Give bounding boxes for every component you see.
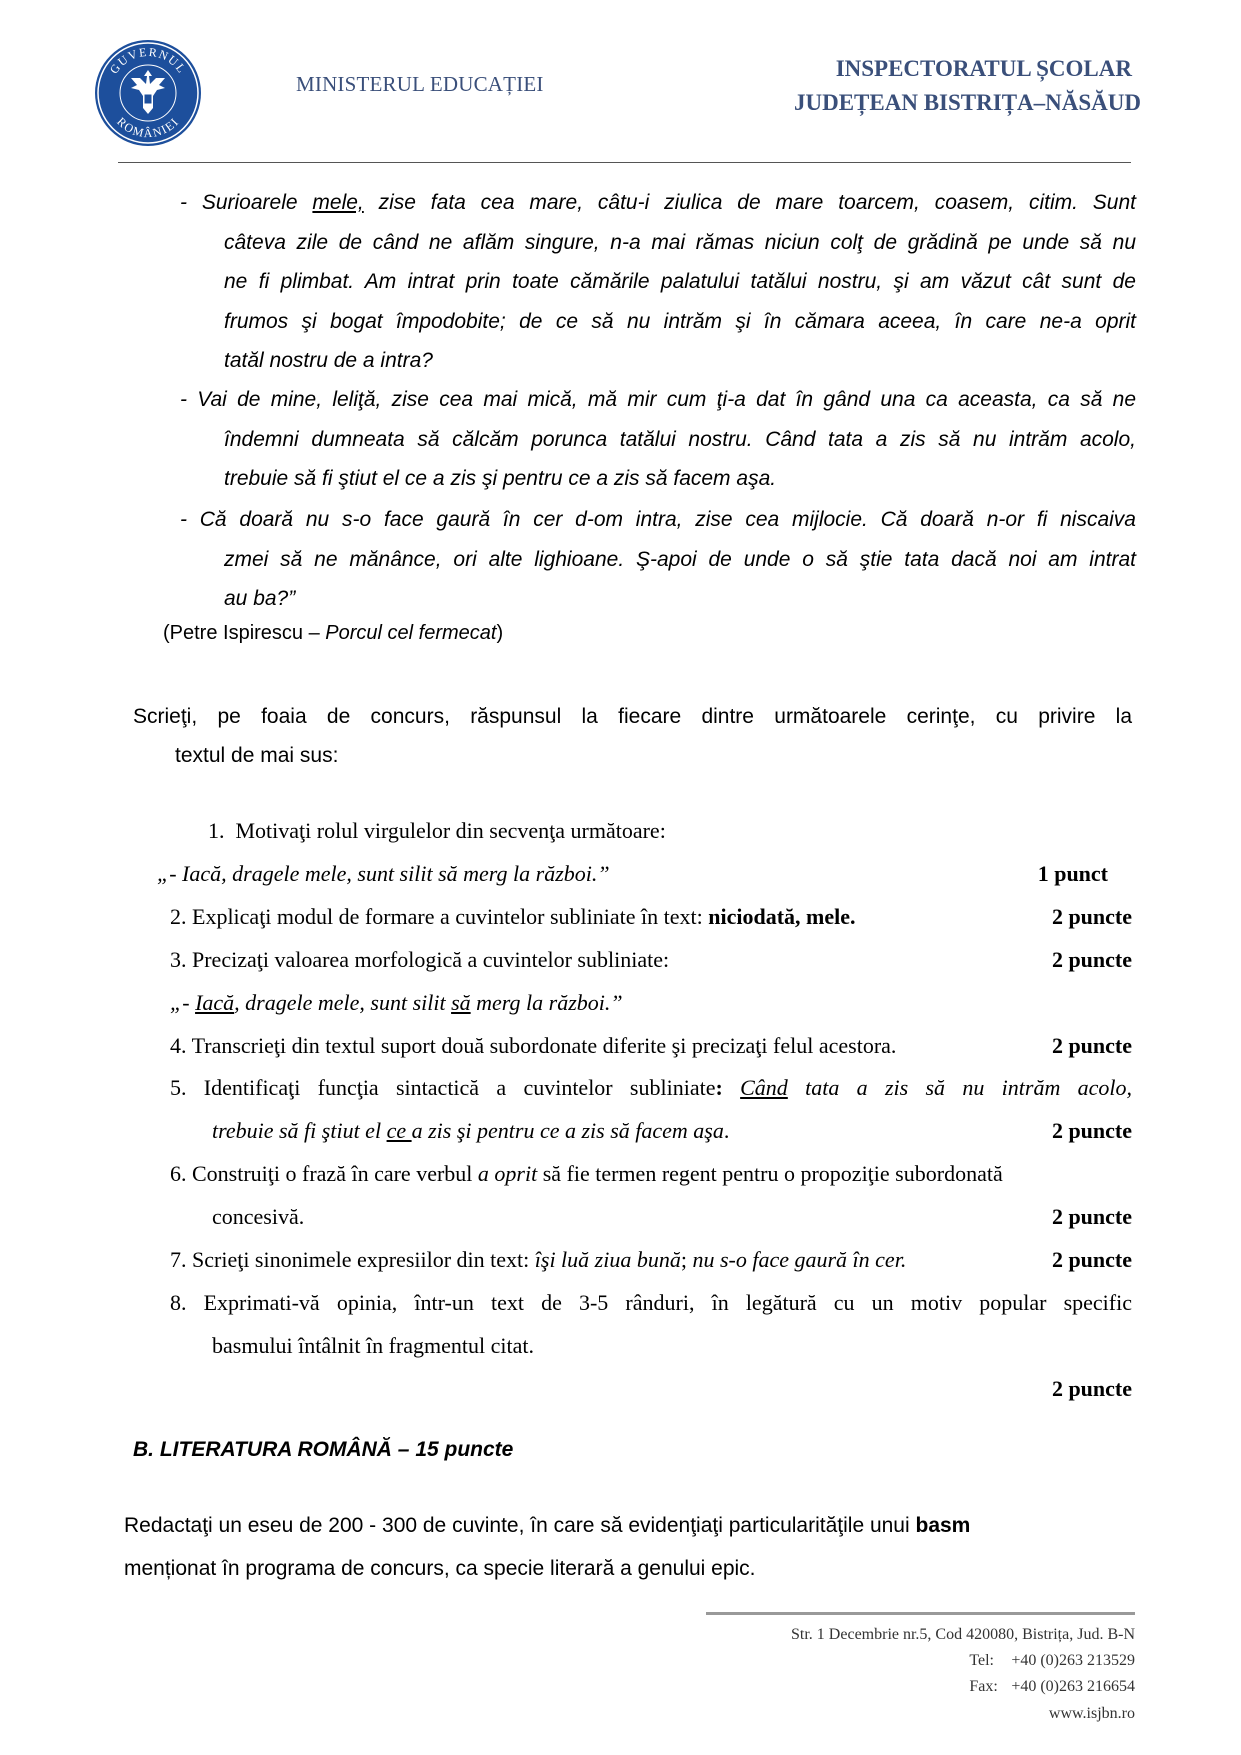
dialogue-line: trebuie să fi ştiut el ce a zis şi pentru ce a zis să facem aşa.	[224, 467, 777, 490]
svg-text:ROMÂNIEI: ROMÂNIEI	[114, 114, 182, 141]
footer-fax: Fax: +40 (0)263 216654	[969, 1678, 1135, 1695]
dialogue-line: zmei să ne mănânce, ori alte lighioane. Ş-apoi de unde o să ştie tata dacă noi am intrat	[224, 547, 1136, 571]
exercise-7: 7. Scrieţi sinonimele expresiilor din text: îşi luă ziua bună; nu s-o face gaură în cer.	[170, 1247, 907, 1272]
citation: (Petre Ispirescu – Porcul cel fermecat)	[163, 622, 504, 644]
government-logo	[93, 38, 203, 148]
dialogue-line: - Că doară nu s-o face gaură în cer d-om intra, zise cea mijlocie. Că doară n-or fi niscaiva	[180, 508, 1136, 531]
underlined-word: mele,	[312, 191, 364, 214]
essay-instruction-line2: menționat în programa de concurs, ca specie literară a genului epic.	[124, 1557, 756, 1580]
points-6: 2 puncte	[1051, 1204, 1132, 1229]
points-7: 2 puncte	[1051, 1247, 1132, 1272]
dialogue-line: au ba?”	[224, 587, 296, 610]
points-4: 2 puncte	[1051, 1033, 1132, 1058]
points-1: 1 punct	[1037, 861, 1108, 886]
dialogue-line: câteva zile de când ne aflăm singure, n-a mai rămas niciun colţ de grădină pe unde să nu	[224, 230, 1136, 254]
footer-phone: Tel: +40 (0)263 213529	[969, 1652, 1135, 1669]
points-3: 2 puncte	[1051, 947, 1132, 972]
footer-divider	[706, 1612, 1135, 1615]
exercise-3: 3. Precizaţi valoarea morfologică a cuvintelor subliniate:	[170, 947, 670, 972]
footer-address: Str. 1 Decembrie nr.5, Cod 420080, Bistrița, Jud. B-N	[791, 1626, 1135, 1643]
instructions-line: textul de mai sus:	[175, 744, 339, 767]
points-5: 2 puncte	[1051, 1118, 1132, 1143]
dialogue-paragraph-1	[180, 183, 1136, 381]
dialogue-line: - Surioarele mele, zise fata cea mare, câtu-i ziulica de mare toarcem, coasem, citim. Sunt	[180, 191, 1136, 214]
exercise-5-line2: trebuie să fi ştiut el ce a zis şi pentru ce a zis să facem aşa.	[212, 1118, 730, 1143]
exercise-5: 5. Identificaţi funcţia sintactică a cuvintelor subliniate: Când tata a zis să nu intrăm acolo,	[170, 1075, 1133, 1100]
points-8: 2 puncte	[1051, 1376, 1132, 1401]
dialogue-paragraph-3	[180, 500, 1136, 619]
section-b-title: B. LITERATURA ROMÂNĂ – 15 puncte	[133, 1438, 514, 1461]
dialogue-paragraph-2	[180, 380, 1136, 499]
exercise-2: 2. Explicaţi modul de formare a cuvintelor subliniate în text: niciodată, mele.	[170, 904, 856, 929]
exercise-6-line2: concesivă.	[212, 1204, 305, 1229]
exercise-8: 8. Exprimati-vă opinia, într-un text de 3-5 rânduri, în legătură cu un motiv popular specific	[170, 1290, 1132, 1315]
instructions-line: Scrieţi, pe foaia de concurs, răspunsul la fiecare dintre următoarele cerinţe, cu privire la	[133, 705, 1132, 728]
exercise-6: 6. Construiţi o frază în care verbul a oprit să fie termen regent pentru o propoziţie subordonată	[170, 1161, 1003, 1186]
exercise-1: 1. Motivaţi rolul virgulelor din secvenţa următoare:	[208, 818, 666, 843]
dialogue-line: ne fi plimbat. Am intrat prin toate cămările palatului tatălui nostru, şi am văzut cât sunt de	[224, 270, 1136, 293]
exercise-3-quote: „- Iacă, dragele mele, sunt silit să merg la război.”	[170, 990, 623, 1015]
exercise-1-quote: „- Iacă, dragele mele, sunt silit să merg la război.”	[157, 861, 610, 886]
header-divider	[118, 162, 1131, 163]
instructions	[133, 697, 1132, 775]
inspectorate-line2: JUDEȚEAN BISTRIȚA–NĂSĂUD	[794, 90, 1141, 115]
ministry-name: MINISTERUL EDUCAȚIEI	[296, 72, 544, 96]
citation-title: Porcul cel fermecat	[325, 622, 497, 644]
essay-instruction: Redactaţi un eseu de 200 - 300 de cuvinte, în care să evidenţiaţi particularităţile unui basm	[124, 1514, 971, 1537]
inspectorate-line1: INSPECTORATUL ȘCOLAR	[835, 56, 1132, 81]
dialogue-line: frumos şi bogat împodobite; de ce să nu intrăm şi în cămara aceea, în care ne-a oprit	[224, 309, 1136, 333]
dialogue-line: - Vai de mine, leliţă, zise cea mai mică, mă mir cum ţi-a dat în gând una ca aceasta, ca să ne	[180, 388, 1136, 411]
dialogue-line: tatăl nostru de a intra?	[224, 349, 433, 372]
exercise-4: 4. Transcrieţi din textul suport două subordonate diferite şi precizaţi felul acestora.	[170, 1033, 897, 1058]
footer-website[interactable]: www.isjbn.ro	[1048, 1705, 1135, 1722]
svg-text:GUVERNUL: GUVERNUL	[106, 44, 190, 77]
exercise-8-line2: basmului întâlnit în fragmentul citat.	[212, 1333, 534, 1358]
dialogue-line: îndemni dumneata să călcăm porunca tatălui nostru. Când tata a zis să nu intrăm acolo,	[224, 427, 1136, 451]
points-2: 2 puncte	[1051, 904, 1132, 929]
